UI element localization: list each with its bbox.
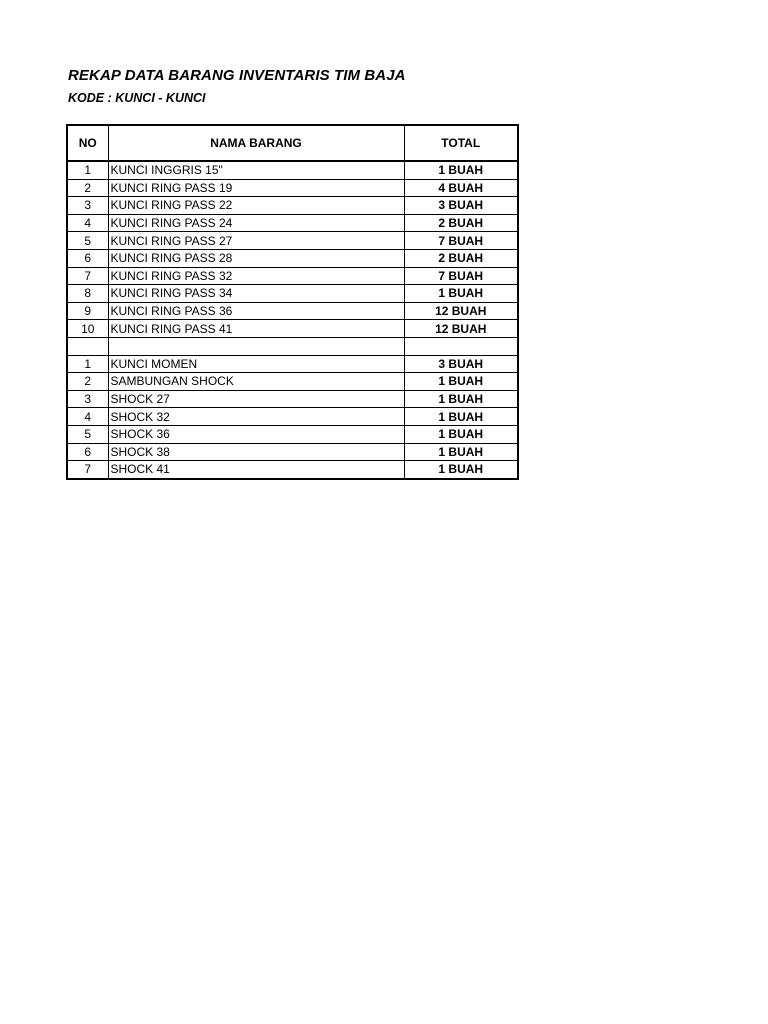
- row-total: 1 BUAH: [404, 161, 518, 179]
- row-name: KUNCI RING PASS 32: [108, 267, 404, 285]
- table-row: [67, 179, 518, 197]
- row-total: 3 BUAH: [404, 355, 518, 373]
- table-row: [67, 355, 518, 373]
- table-row: [67, 461, 518, 479]
- row-total: 1 BUAH: [404, 425, 518, 443]
- row-name: KUNCI RING PASS 34: [108, 285, 404, 303]
- row-name: KUNCI INGGRIS 15": [108, 161, 404, 179]
- table-row: [67, 320, 518, 338]
- row-no: 4: [67, 214, 108, 232]
- table-row: [67, 161, 518, 179]
- column-header-no: NO: [67, 125, 108, 161]
- row-no: 3: [67, 197, 108, 215]
- row-no: 2: [67, 373, 108, 391]
- spacer-cell: [404, 337, 518, 355]
- row-total: 12 BUAH: [404, 320, 518, 338]
- row-name: KUNCI MOMEN: [108, 355, 404, 373]
- row-total: 7 BUAH: [404, 232, 518, 250]
- row-name: KUNCI RING PASS 27: [108, 232, 404, 250]
- row-total: 2 BUAH: [404, 214, 518, 232]
- row-total: 3 BUAH: [404, 197, 518, 215]
- row-no: 4: [67, 408, 108, 426]
- table-row: [67, 443, 518, 461]
- row-total: 1 BUAH: [404, 390, 518, 408]
- row-no: 10: [67, 320, 108, 338]
- row-no: 2: [67, 179, 108, 197]
- row-name: KUNCI RING PASS 22: [108, 197, 404, 215]
- row-total: 1 BUAH: [404, 285, 518, 303]
- row-no: 7: [67, 461, 108, 479]
- row-no: 5: [67, 232, 108, 250]
- row-no: 6: [67, 443, 108, 461]
- row-no: 1: [67, 161, 108, 179]
- table-row: [67, 425, 518, 443]
- table-row: [67, 267, 518, 285]
- row-no: 7: [67, 267, 108, 285]
- table-row: [67, 214, 518, 232]
- row-total: 2 BUAH: [404, 249, 518, 267]
- row-total: 1 BUAH: [404, 408, 518, 426]
- table-spacer-row: [67, 337, 518, 355]
- table-row: [67, 232, 518, 250]
- table-header-row: [67, 125, 518, 161]
- table-row: [67, 408, 518, 426]
- row-name: SHOCK 41: [108, 461, 404, 479]
- row-name: SAMBUNGAN SHOCK: [108, 373, 404, 391]
- table-row: [67, 390, 518, 408]
- row-name: SHOCK 36: [108, 425, 404, 443]
- row-name: KUNCI RING PASS 19: [108, 179, 404, 197]
- table-row: [67, 249, 518, 267]
- row-no: 1: [67, 355, 108, 373]
- row-total: 7 BUAH: [404, 267, 518, 285]
- row-name: KUNCI RING PASS 24: [108, 214, 404, 232]
- row-no: 3: [67, 390, 108, 408]
- row-name: KUNCI RING PASS 28: [108, 249, 404, 267]
- spacer-cell: [67, 337, 108, 355]
- row-name: KUNCI RING PASS 36: [108, 302, 404, 320]
- row-name: SHOCK 32: [108, 408, 404, 426]
- row-name: KUNCI RING PASS 41: [108, 320, 404, 338]
- row-no: 6: [67, 249, 108, 267]
- spacer-cell: [108, 337, 404, 355]
- column-header-name: NAMA BARANG: [108, 125, 404, 161]
- table-row: [67, 197, 518, 215]
- table-row: [67, 285, 518, 303]
- row-no: 9: [67, 302, 108, 320]
- row-no: 5: [67, 425, 108, 443]
- table-row: [67, 302, 518, 320]
- row-name: SHOCK 27: [108, 390, 404, 408]
- row-total: 1 BUAH: [404, 373, 518, 391]
- row-total: 1 BUAH: [404, 461, 518, 479]
- page-subtitle: KODE : KUNCI - KUNCI: [68, 91, 206, 105]
- row-total: 12 BUAH: [404, 302, 518, 320]
- row-no: 8: [67, 285, 108, 303]
- row-name: SHOCK 38: [108, 443, 404, 461]
- table-row: [67, 373, 518, 391]
- page-title: REKAP DATA BARANG INVENTARIS TIM BAJA: [68, 67, 406, 84]
- row-total: 1 BUAH: [404, 443, 518, 461]
- column-header-total: TOTAL: [404, 125, 518, 161]
- inventory-table: [66, 124, 519, 480]
- row-total: 4 BUAH: [404, 179, 518, 197]
